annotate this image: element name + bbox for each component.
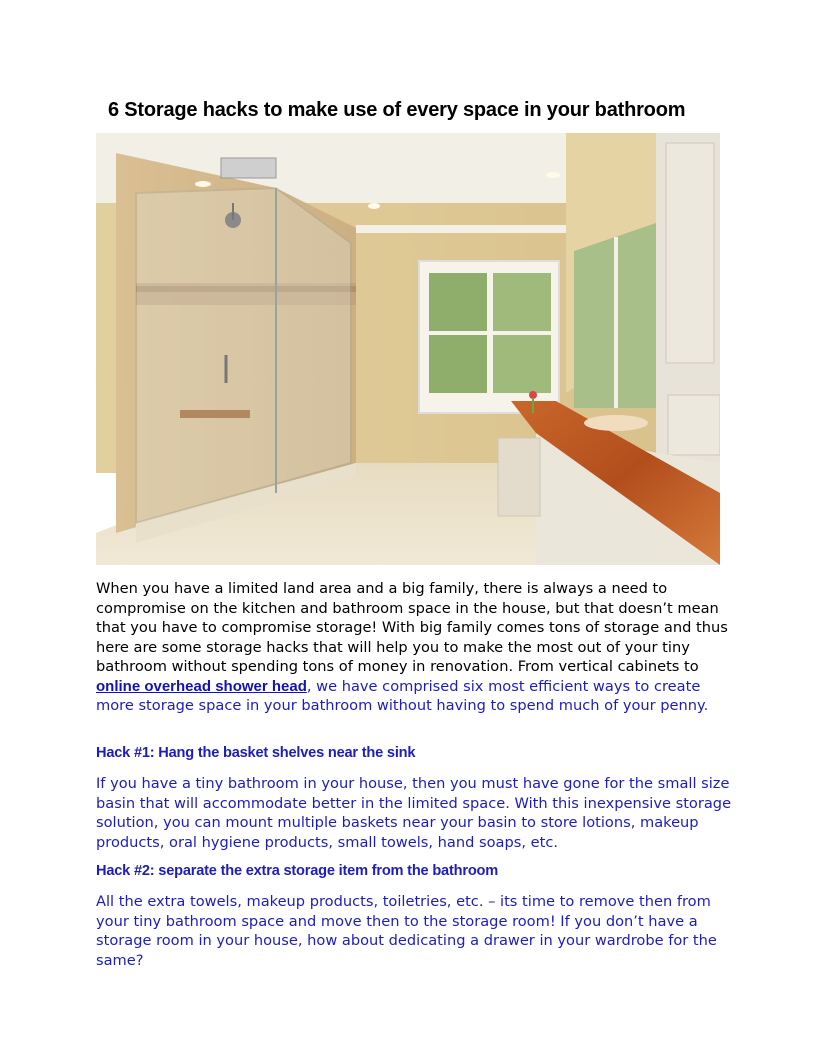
hack-2-heading: Hack #2: separate the extra storage item from the bathroom [96, 863, 499, 879]
bathroom-photo [96, 133, 720, 565]
intro-paragraph [96, 579, 736, 716]
hack-1-body: If you have a tiny bathroom in your house, then you must have gone for the small size basin that will accommodate better in the limited space. With this inexpensive storage solution, you can mount multiple baskets near your basin to store lotions, makeup products, oral hygiene products, small towels, hand soaps, etc. [96, 775, 732, 851]
intro-text-blue: , we have comprised six most efficient ways to create more storage space in your bathroom without having to spend much of your penny. [96, 677, 709, 714]
hack-2-body: All the extra towels, makeup products, toiletries, etc. – its time to remove then from your tiny bathroom space and move then to the storage room! If you don’t have a storage room in your house, how about dedicating a drawer in your wardrobe for the same? [96, 893, 717, 969]
shower-head-link[interactable]: online overhead shower head [96, 677, 307, 695]
intro-text: When you have a limited land area and a big family, there is always a need to compromise on the kitchen and bathroom space in the house, but that doesn’t mean that you have to compromise storage! With big family comes tons of storage and thus here are some storage hacks that will help you to make the most out of your tiny bathroom without spending tons of money in renovation. From vertical cabinets to [96, 580, 728, 675]
hack-1-heading: Hack #1: Hang the basket shelves near the sink [96, 745, 416, 761]
article-title: 6 Storage hacks to make use of every space in your bathroom [108, 99, 686, 121]
